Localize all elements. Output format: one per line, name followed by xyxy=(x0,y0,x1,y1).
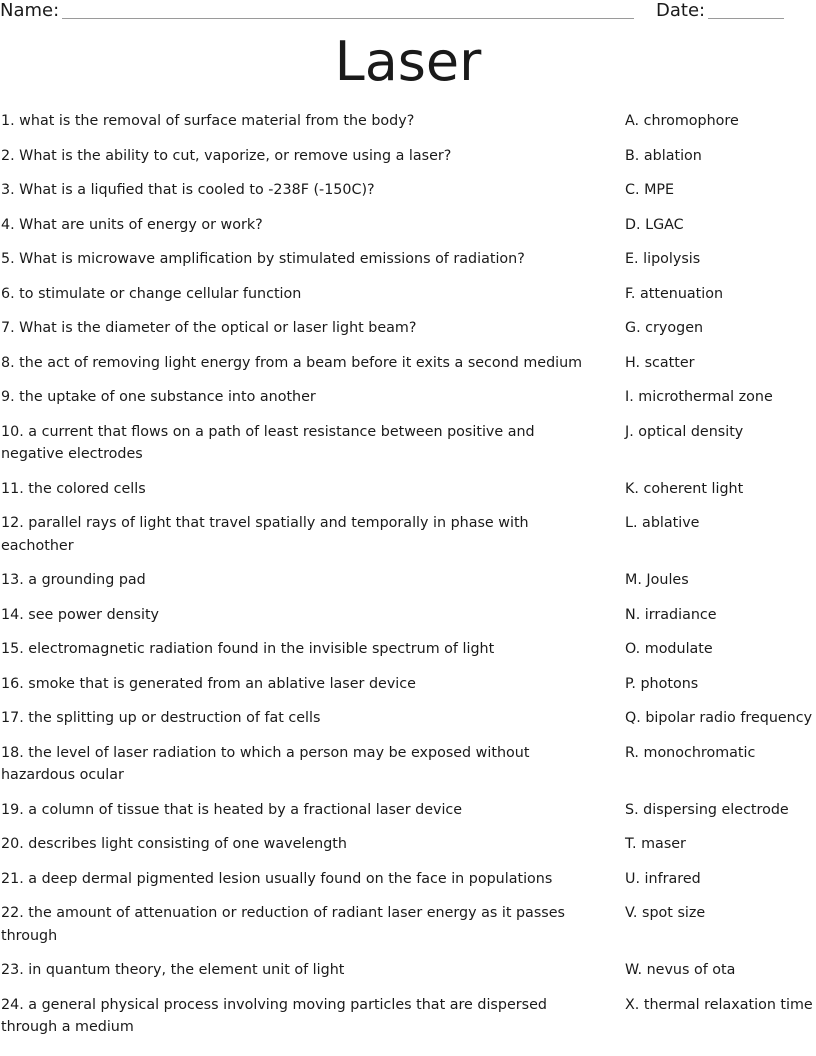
clue-row xyxy=(0,638,816,661)
answer-option: C. MPE xyxy=(625,182,675,198)
answer-option: N. irradiance xyxy=(625,606,717,623)
clue-row xyxy=(0,478,816,501)
clue-row xyxy=(0,145,816,168)
clue-text: 12. parallel rays of light that travel spatially and temporally in phase with eachother xyxy=(1,515,529,554)
clue-row xyxy=(0,512,816,557)
clue-text: 7. What is the diameter of the optical or laser light beam? xyxy=(1,320,417,336)
answer-option: M. Joules xyxy=(625,572,689,588)
clue-row xyxy=(0,902,816,947)
clue-text: 24. a general physical process involving moving particles that are dispersed through a medium xyxy=(1,996,547,1035)
clue-text: 14. see power density xyxy=(1,606,160,623)
clue-text: 20. describes light consisting of one wavelength xyxy=(1,836,347,852)
answer-option: A. chromophore xyxy=(625,113,739,129)
clue-text: 22. the amount of attenuation or reduction of radiant laser energy as it passes through xyxy=(1,905,565,944)
answer-option: I. microthermal zone xyxy=(625,389,773,405)
answer-option: K. coherent light xyxy=(625,480,744,497)
clue-text: 16. smoke that is generated from an ablative laser device xyxy=(1,675,416,692)
answer-option: G. cryogen xyxy=(625,320,704,336)
clue-row xyxy=(0,868,816,891)
answer-option: T. maser xyxy=(625,836,686,852)
answer-option: D. LGAC xyxy=(625,216,684,233)
clue-text: 9. the uptake of one substance into another xyxy=(1,389,316,405)
date-label: Date: xyxy=(656,0,706,21)
name-label: Name: xyxy=(0,0,60,21)
clue-row xyxy=(0,110,816,133)
clue-row xyxy=(0,214,816,237)
clue-text: 17. the splitting up or destruction of fat cells xyxy=(1,710,321,726)
date-field-line[interactable] xyxy=(708,18,784,19)
clue-row xyxy=(0,959,816,982)
clue-text: 11. the colored cells xyxy=(1,480,146,497)
clue-text: 8. the act of removing light energy from a beam before it exits a second medium xyxy=(1,354,583,371)
clue-text: 21. a deep dermal pigmented lesion usually found on the face in populations xyxy=(1,870,553,887)
worksheet-title: Laser xyxy=(334,30,482,93)
clue-text: 5. What is microwave amplification by stimulated emissions of radiation? xyxy=(1,251,525,267)
answer-option: U. infrared xyxy=(625,870,701,887)
answer-option: S. dispersing electrode xyxy=(625,801,789,818)
clue-text: 2. What is the ability to cut, vaporize, or remove using a laser? xyxy=(1,147,452,164)
answer-option: O. modulate xyxy=(625,641,713,657)
answer-option: Q. bipolar radio frequency xyxy=(625,710,813,726)
answer-option: L. ablative xyxy=(625,515,700,531)
clue-row xyxy=(0,283,816,306)
clue-text: 1. what is the removal of surface material from the body? xyxy=(1,113,415,129)
answer-option: R. monochromatic xyxy=(625,744,756,761)
answer-option: V. spot size xyxy=(625,905,706,921)
clue-row xyxy=(0,421,816,466)
header xyxy=(0,0,816,24)
clue-row xyxy=(0,673,816,696)
clue-text: 15. electromagnetic radiation found in the invisible spectrum of light xyxy=(1,641,495,657)
clue-row xyxy=(0,248,816,271)
answer-option: X. thermal relaxation time xyxy=(625,996,813,1013)
clue-row xyxy=(0,799,816,822)
clue-text: 4. What are units of energy or work? xyxy=(1,216,263,233)
answer-option: F. attenuation xyxy=(625,285,724,302)
clue-row xyxy=(0,569,816,592)
answer-option: J. optical density xyxy=(625,423,744,440)
clue-text: 18. the level of laser radiation to which a person may be exposed without hazardous ocular xyxy=(1,744,530,783)
name-field-line[interactable] xyxy=(62,18,634,19)
answer-option: P. photons xyxy=(625,675,699,692)
clue-row xyxy=(0,317,816,340)
clue-row xyxy=(0,833,816,856)
clue-text: 3. What is a liqufied that is cooled to -238F (-150C)? xyxy=(1,182,375,198)
clue-row xyxy=(0,707,816,730)
answer-option: E. lipolysis xyxy=(625,251,701,267)
clue-text: 13. a grounding pad xyxy=(1,572,146,588)
clue-row xyxy=(0,994,816,1039)
clue-text: 6. to stimulate or change cellular function xyxy=(1,285,302,302)
clue-text: 19. a column of tissue that is heated by a fractional laser device xyxy=(1,801,463,818)
clue-row xyxy=(0,352,816,375)
clue-text: 23. in quantum theory, the element unit of light xyxy=(1,962,345,978)
answer-option: B. ablation xyxy=(625,147,702,164)
answer-option: W. nevus of ota xyxy=(625,962,736,978)
clue-row xyxy=(0,179,816,202)
answer-option: H. scatter xyxy=(625,354,695,371)
clue-row xyxy=(0,386,816,409)
clue-text: 10. a current that flows on a path of least resistance between positive and negative electrodes xyxy=(1,423,535,462)
clue-row xyxy=(0,604,816,627)
clue-list xyxy=(0,110,816,1051)
clue-row xyxy=(0,742,816,787)
